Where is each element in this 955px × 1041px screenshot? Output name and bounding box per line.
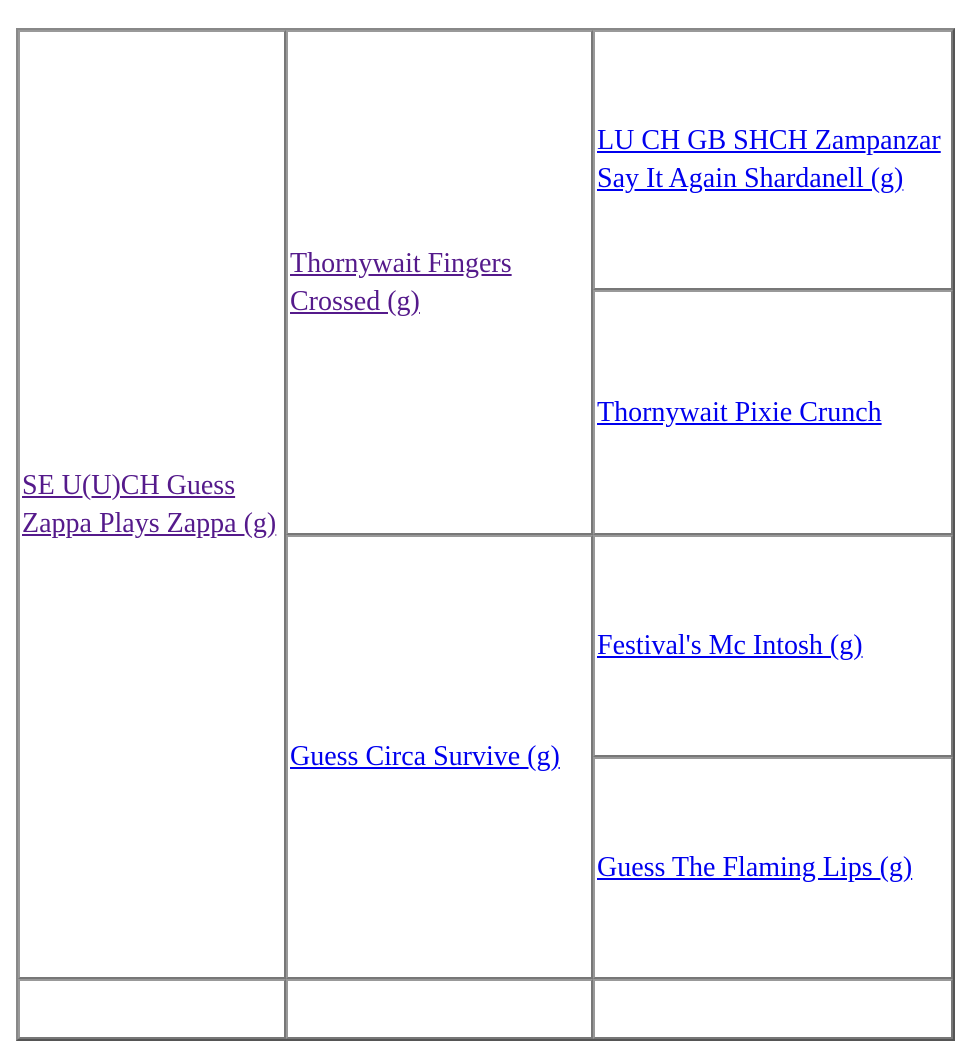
gen3-cell-2 bbox=[593, 290, 953, 535]
pedigree-container bbox=[16, 28, 955, 1041]
gen3-link-4[interactable]: Guess The Flaming Lips (g) bbox=[597, 852, 913, 883]
gen3-link-2[interactable]: Thornywait Pixie Crunch bbox=[597, 396, 882, 428]
gen3-cell-1 bbox=[593, 30, 953, 290]
gen3-link-3[interactable]: Festival's Mc Intosh (g) bbox=[597, 630, 863, 661]
gen1-cell bbox=[18, 30, 286, 979]
gen3-link-1[interactable]: LU CH GB SHCH Zampanzar Say It Again Shardanell (g) bbox=[597, 125, 941, 194]
gen3-cell-3 bbox=[593, 535, 953, 757]
pedigree-row bbox=[18, 30, 953, 290]
next-gen1-cell bbox=[18, 979, 286, 1039]
gen2-dam-link[interactable]: Guess Circa Survive (g) bbox=[290, 741, 560, 772]
pedigree-table bbox=[16, 28, 955, 1041]
gen1-dog-link[interactable]: SE U(U)CH Guess Zappa Plays Zappa (g) bbox=[22, 469, 277, 539]
gen2-cell-dam bbox=[286, 535, 593, 979]
gen2-cell-sire bbox=[286, 30, 593, 535]
gen2-sire-link[interactable]: Thornywait Fingers Crossed (g) bbox=[290, 247, 512, 317]
next-gen3-cell bbox=[593, 979, 953, 1039]
pedigree-row-next bbox=[18, 979, 953, 1039]
gen3-cell-4 bbox=[593, 757, 953, 979]
next-gen2-cell bbox=[286, 979, 593, 1039]
